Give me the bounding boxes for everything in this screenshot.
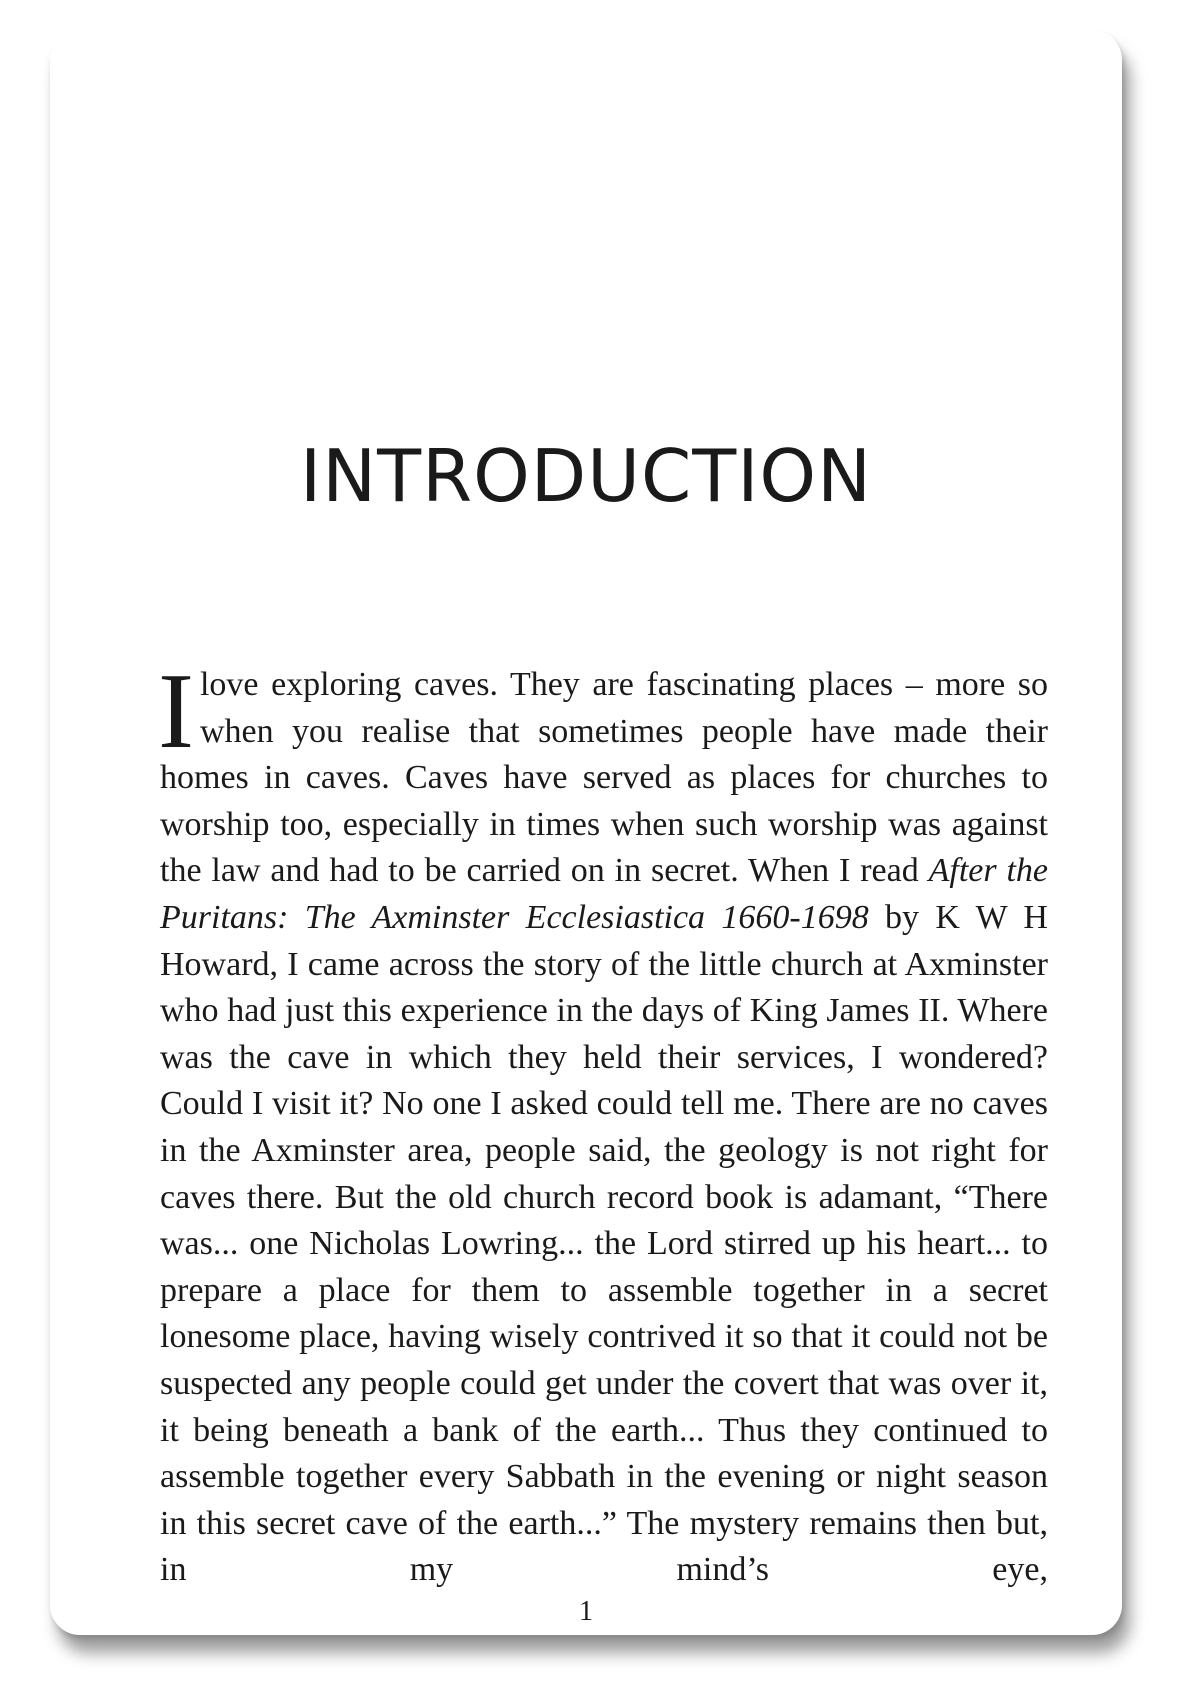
body-paragraph: [158, 652, 1048, 1594]
body-text-part2: by K W H Howard, I came across the story of the little church at Axminster who had just this experience in the days of King James II. Where was the cave in which they held their services, I wondered? Could I visit it? No one I asked could tell me. There are no caves in the Axminster area, people said, the geology is not right for caves there. But the old church record book is adamant, “There was... one Nicholas Lowring... the Lord stirred up his heart... to prepare a place for them to assemble together in a secret lonesome place, having wisely contrived it so that it could not be suspected any people could get under the covert that was over it, it being beneath a bank of the earth... Thus they continued to assemble together every Sabbath in the evening or night season in this secret cave of the earth...” The mystery remains then but, in my mind’s eye,: [160, 898, 1048, 1589]
body-text-part1: love exploring caves. They are fascinating places – more so when you realise that sometimes people have made their homes in caves. Caves have served as places for churches to worship too, especially in times when such worship was against the law and had to be carried on in secret. When I read: [160, 666, 1048, 890]
page-number: 1: [579, 1596, 593, 1627]
book-page: [50, 30, 1122, 1635]
drop-cap: I: [158, 652, 194, 771]
chapter-title: INTRODUCTION: [300, 434, 872, 518]
book-title-italic: After the Puritans: The Axminster Ecclesiastica 1660-1698: [160, 852, 1048, 936]
